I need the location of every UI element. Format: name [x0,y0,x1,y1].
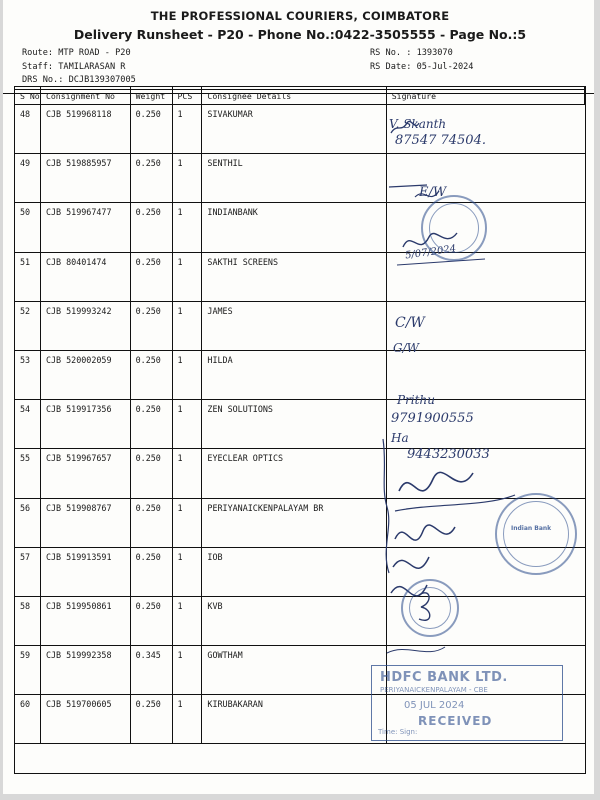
cell-signature[interactable] [387,302,585,350]
cell-weight: 0.250 [131,253,173,301]
cell-sno: 56 [15,499,41,547]
cell-sno: 53 [15,351,41,399]
cell-pcs: 1 [173,646,203,694]
col-header-signature: Signature [387,87,585,104]
cell-sno: 58 [15,597,41,645]
table-header-row [15,87,585,105]
cell-signature[interactable] [387,400,585,448]
drs-label: DRS No.: DCJB139307005 [22,75,136,85]
cell-weight: 0.250 [131,302,173,350]
rs-no-label: RS No. : 1393070 [370,48,453,58]
cell-consignee: IOB [202,548,386,596]
cell-consignment: CJB 519950861 [41,597,131,645]
cell-sno: 54 [15,400,41,448]
cell-sno: 57 [15,548,41,596]
cell-pcs: 1 [173,449,203,497]
handwritten-name-55: Prithu [397,393,435,407]
cell-consignment: CJB 519917356 [41,400,131,448]
cell-consignment: CJB 519967477 [41,203,131,251]
table-row [15,548,585,597]
cell-pcs: 1 [173,154,203,202]
col-header-weight: Weight [131,87,173,104]
cell-pcs: 1 [173,302,203,350]
col-header-consignee: Consignee Details [202,87,386,104]
cell-pcs: 1 [173,351,203,399]
table-row [15,499,585,548]
cell-consignment: CJB 519700605 [41,695,131,743]
handwritten-mark-50: E/W [419,185,447,200]
cell-consignment: CJB 519992358 [41,646,131,694]
cell-pcs: 1 [173,105,203,153]
table-row [15,302,585,351]
cell-consignment: CJB 80401474 [41,253,131,301]
handwritten-mark-53a: C/W [395,315,425,331]
cell-weight: 0.250 [131,449,173,497]
cell-weight: 0.250 [131,154,173,202]
handwritten-phone-56: 9443230033 [407,447,490,462]
route-label: Route: MTP ROAD - P20 [22,48,131,58]
time-sign-label: Time: Sign: [378,728,418,736]
cell-consignment: CJB 520002059 [41,351,131,399]
cell-consignee: KIRUBAKARAN [202,695,386,743]
cell-sno: 49 [15,154,41,202]
cell-weight: 0.250 [131,400,173,448]
cell-signature[interactable] [387,154,585,202]
col-header-sno: S No [15,87,41,104]
handwritten-mark-56: Ha [391,431,409,445]
handwritten-name-48: V. Skanth [389,117,447,131]
cell-pcs: 1 [173,597,203,645]
cell-weight: 0.250 [131,203,173,251]
cell-pcs: 1 [173,499,203,547]
cell-weight: 0.250 [131,695,173,743]
cell-consignee: PERIYANAICKENPALAYAM BR [202,499,386,547]
handwritten-phone-55: 9791900555 [391,411,474,426]
table-row [15,203,585,252]
rs-date-label: RS Date: 05-Jul-2024 [370,61,474,72]
cell-signature[interactable] [387,253,585,301]
cell-sno: 59 [15,646,41,694]
cell-sno: 60 [15,695,41,743]
cell-weight: 0.250 [131,105,173,153]
cell-weight: 0.250 [131,548,173,596]
company-title: THE PROFESSIONAL COURIERS, COIMBATORE [150,9,450,23]
cell-weight: 0.250 [131,351,173,399]
cell-consignment: CJB 519913591 [41,548,131,596]
cell-weight: 0.345 [131,646,173,694]
staff-label: Staff: TAMILARASAN R [22,61,126,72]
meta-right [370,47,473,74]
cell-signature[interactable] [387,646,585,694]
runsheet-table [14,86,586,774]
table-row [15,449,585,498]
cell-consignee: SIVAKUMAR [202,105,386,153]
meta-left [22,47,136,88]
handwritten-phone-48: 87547 74504. [395,133,486,148]
cell-signature[interactable] [387,105,585,153]
cell-consignee: INDIANBANK [202,203,386,251]
cell-consignee: HILDA [202,351,386,399]
table-row [15,695,585,744]
cell-consignee: SENTHIL [202,154,386,202]
bank-stamp-label: Indian Bank [511,525,552,532]
scan-edge-bottom [0,794,600,800]
cell-sno: 52 [15,302,41,350]
cell-weight: 0.250 [131,597,173,645]
cell-signature[interactable] [387,695,585,743]
hdfc-stamp-date: 05 JUL 2024 [404,700,465,711]
scan-edge-right [594,0,600,800]
table-row [15,351,585,400]
table-row [15,253,585,302]
cell-pcs: 1 [173,695,203,743]
col-header-pcs: PCS [173,87,203,104]
cell-consignee: JAMES [202,302,386,350]
hdfc-stamp-title: HDFC BANK LTD. [380,670,508,685]
cell-consignee: KVB [202,597,386,645]
handwritten-mark-53b: G/W [393,341,419,355]
cell-consignment: CJB 519968118 [41,105,131,153]
cell-consignee: SAKTHI SCREENS [202,253,386,301]
cell-consignment: CJB 519885957 [41,154,131,202]
cell-signature[interactable] [387,203,585,251]
cell-consignee: ZEN SOLUTIONS [202,400,386,448]
cell-consignment: CJB 519993242 [41,302,131,350]
cell-consignment: CJB 519967657 [41,449,131,497]
table-row [15,597,585,646]
cell-signature[interactable] [387,351,585,399]
cell-weight: 0.250 [131,499,173,547]
table-row [15,400,585,449]
cell-signature[interactable] [387,499,585,547]
cell-sno: 48 [15,105,41,153]
table-row [15,105,585,154]
cell-signature[interactable] [387,597,585,645]
cell-pcs: 1 [173,548,203,596]
cell-signature[interactable] [387,548,585,596]
cell-consignee: GOWTHAM [202,646,386,694]
cell-signature[interactable] [387,449,585,497]
cell-sno: 50 [15,203,41,251]
cell-sno: 51 [15,253,41,301]
cell-pcs: 1 [173,400,203,448]
hdfc-stamp-branch: PERIYANAICKENPALAYAM - CBE [380,686,488,694]
col-header-consignment: Consignment No [41,87,131,104]
cell-pcs: 1 [173,203,203,251]
cell-consignee: EYECLEAR OPTICS [202,449,386,497]
received-stamp-label: RECEIVED [418,714,493,728]
scan-edge-left [0,0,3,800]
cell-consignment: CJB 519908767 [41,499,131,547]
table-row [15,646,585,695]
cell-pcs: 1 [173,253,203,301]
handwritten-date-51: 5/07/2024 [404,243,457,262]
table-row [15,154,585,203]
page-title: Delivery Runsheet - P20 - Phone No.:0422-3505555 - Page No.:5 [73,27,527,42]
cell-sno: 55 [15,449,41,497]
